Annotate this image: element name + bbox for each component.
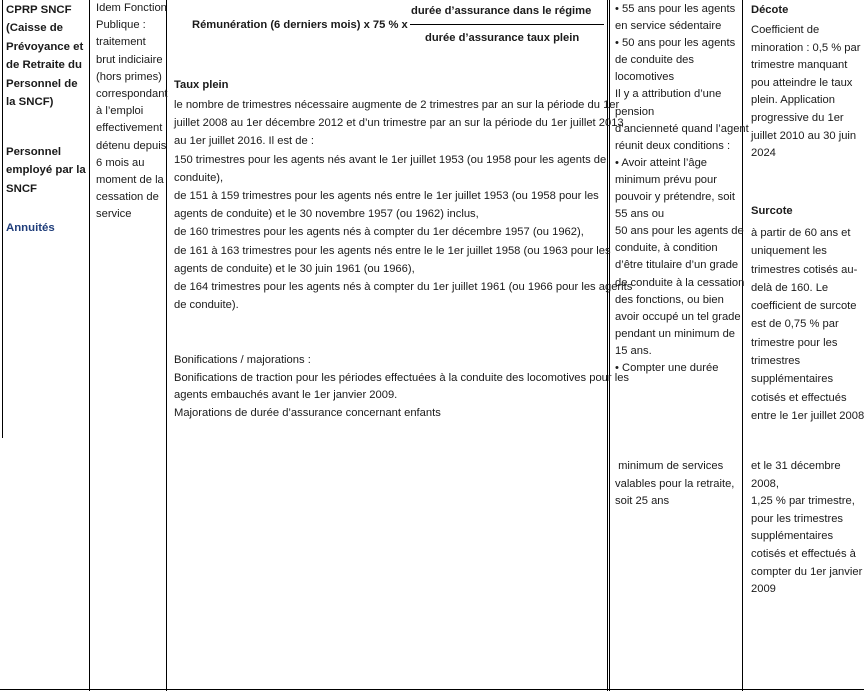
col4-line: avoir occupé un tel grade [615, 310, 741, 323]
bonif-line: agents embauchés avant le 1er janvier 2009. [174, 389, 398, 402]
col5-continuation [751, 458, 862, 599]
col4-line: réunit deux conditions : [615, 139, 731, 152]
col5-line: et le 31 décembre [751, 460, 841, 472]
surcote-line: trimestres [751, 355, 801, 368]
org-line: de Retraite du [6, 59, 82, 72]
formula-numerator: durée d’assurance dans le régime [411, 5, 592, 17]
formula-denominator: durée d’assurance taux plein [425, 32, 580, 44]
col4-line: pension [615, 105, 655, 118]
taux-line: de 151 à 159 trimestres pour les agents nés entre le 1er juillet 1953 (ou 1958 pour les [174, 190, 599, 203]
org-line: (Caisse de [6, 22, 63, 35]
col4-line: • Compter une durée [615, 361, 719, 374]
col5-line: 1,25 % par trimestre, [751, 495, 855, 508]
staff-line: Personnel [6, 146, 62, 158]
taux-line: au 1er juillet 2016. Il est de : [174, 135, 314, 148]
taux-line: conduite), [174, 171, 224, 184]
bonifications-text [174, 352, 629, 422]
org-line: CPRP SNCF [6, 4, 72, 16]
surcote-line: trimestre pour les [751, 336, 838, 349]
surcote-title: Surcote [751, 205, 793, 217]
taux-line: de 161 à 163 trimestres pour les agents nés entre le le 1er juillet 1958 (ou 1963 pour les [174, 244, 611, 257]
col4-line: valables pour la retraite, [615, 477, 735, 490]
surcote-line: trimestres cotisés au- [751, 263, 858, 276]
col5-line: pour les trimestres [751, 512, 844, 525]
col2-line: moment de la [96, 174, 164, 187]
col2-line: 6 mois au [96, 156, 145, 169]
col1-organisation [6, 1, 83, 111]
org-line: Personnel de [6, 77, 78, 90]
col2-line: (hors primes) [96, 70, 162, 83]
col4-line: minimum de services [615, 460, 724, 472]
col4-line: de conduite à la cessation [615, 276, 745, 289]
col2-remuneration-basis [96, 0, 168, 224]
col4-line: pendant un minimum de [615, 327, 736, 340]
surcote-text [751, 224, 864, 425]
table-bottom-border [0, 689, 864, 690]
col4-line: locomotives [615, 71, 675, 84]
taux-plein-text [174, 96, 632, 314]
col5-line: 2008, [751, 477, 779, 490]
col2-line: détenu depuis [96, 139, 167, 152]
decote-line: Coefficient de [751, 24, 820, 36]
surcote-line: cotisés et effectués [751, 391, 847, 404]
col4-line: 15 ans. [615, 344, 652, 357]
taux-line: de 164 trimestres pour les agents nés à compter du 1er juillet 1961 (ou 1966 pour les agents [174, 281, 633, 294]
decote-line: 2024 [751, 147, 776, 160]
col4-line: soit 25 ans [615, 495, 670, 508]
surcote-line: est de 0,75 % par [751, 318, 839, 331]
col2-line: Publique : [96, 19, 146, 32]
col5-line: supplémentaires [751, 530, 834, 543]
col4-line: • Avoir atteint l’âge [615, 156, 708, 169]
col5-line: compter du 1er janvier [751, 565, 863, 578]
surcote-line: coefficient de surcote [751, 300, 857, 313]
col4-line: d’ancienneté quand l’agent [615, 122, 749, 135]
col2-line: cessation de [96, 191, 159, 204]
col2-line: service [96, 208, 132, 221]
col2-line: correspondant [96, 88, 168, 101]
col2-line: à l’emploi [96, 105, 144, 118]
staff-line: SNCF [6, 182, 38, 195]
taux-line: de 160 trimestres pour les agents nés à compter du 1er décembre 1957 (ou 1962), [174, 226, 584, 239]
staff-line: employé par la [6, 164, 86, 177]
bonif-line: Majorations de durée d’assurance concernant enfants [174, 406, 441, 419]
bonif-line: Bonifications / majorations : [174, 354, 311, 366]
col4-line: 55 ans ou [615, 208, 665, 221]
col5-line: cotisés et effectués à [751, 547, 856, 560]
taux-line: le nombre de trimestres nécessaire augmente de 2 trimestres par an sur la période du 1er [174, 99, 620, 111]
taux-line: juillet 2008 au 1er décembre 2012 et d’un trimestre par an sur la période du 1er juillet 2013 [174, 117, 624, 130]
col4-continuation [615, 458, 734, 511]
col4-line: Il y a attribution d’une [615, 88, 722, 101]
taux-line: agents de conduite) et le 30 novembre 1957 (ou 1962) inclus, [174, 208, 479, 221]
col4-line: de conduite des [615, 54, 694, 67]
decote-line: trimestre manquant [751, 59, 848, 72]
col2-line: effectivement [96, 122, 163, 135]
decote-line: plein. Application [751, 94, 835, 107]
col4-age-conditions [615, 1, 749, 377]
col5-line: 2009 [751, 583, 776, 596]
col4-line: pouvoir y prétendre, soit [615, 191, 736, 204]
taux-line: agents de conduite) et le 30 juin 1961 (ou 1966), [174, 262, 415, 275]
decote-line: pou atteindre le taux [751, 76, 853, 89]
org-line: la SNCF) [6, 96, 54, 109]
surcote-line: entre le 1er juillet 2008 [751, 409, 864, 422]
decote-line: juillet 2010 au 30 juin [751, 129, 857, 142]
col-border-1 [2, 0, 3, 438]
surcote-line: supplémentaires [751, 373, 834, 386]
decote-line: minoration : 0,5 % par [751, 41, 861, 54]
annuites-label: Annuités [6, 222, 55, 234]
col-border-2 [89, 0, 90, 691]
surcote-line: à partir de 60 ans et [751, 227, 851, 239]
taux-line: de conduite). [174, 299, 239, 312]
col4-line: • 50 ans pour les agents [615, 37, 736, 50]
decote-title: Décote [751, 4, 789, 16]
col4-line: • 55 ans pour les agents [615, 3, 736, 15]
col2-line: Idem Fonction [96, 2, 167, 14]
col4-line: 50 ans pour les agents de [615, 225, 744, 238]
col4-line: d’être titulaire d’un grade [615, 259, 739, 272]
col4-line: des fonctions, ou bien [615, 293, 724, 306]
col2-line: brut indiciaire [96, 53, 163, 66]
col1-staff [6, 143, 86, 198]
col4-line: en service sédentaire [615, 20, 722, 33]
decote-text [751, 22, 860, 163]
taux-plein-title: Taux plein [174, 79, 229, 91]
surcote-line: delà de 160. Le [751, 281, 829, 294]
taux-line: 150 trimestres pour les agents nés avant le 1er juillet 1953 (ou 1958 pour les agents de [174, 153, 607, 166]
formula-left: Rémunération (6 derniers mois) x 75 % x [192, 19, 408, 31]
col2-line: traitement [96, 36, 146, 49]
decote-line: progressive du 1er [751, 111, 844, 124]
col4-line: minimum prévu pour [615, 173, 717, 186]
col4-line: conduite, à condition [615, 242, 718, 255]
org-line: Prévoyance et [6, 40, 84, 53]
bonif-line: Bonifications de traction pour les périodes effectuées à la conduite des locomotives pour les [174, 371, 630, 384]
fraction-bar [410, 24, 604, 25]
surcote-line: uniquement les [751, 245, 827, 258]
